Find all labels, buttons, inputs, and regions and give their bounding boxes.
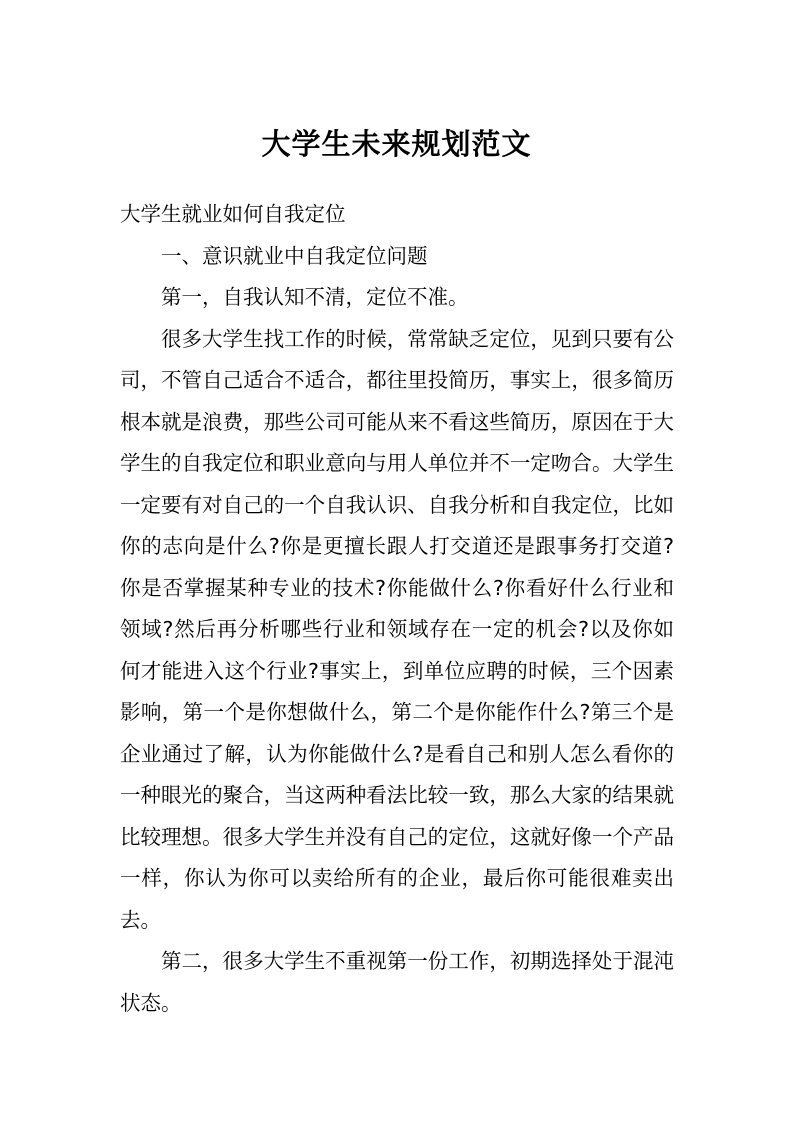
document-title: 大学生未来规划范文 (261, 127, 532, 161)
paragraph-heading: 大学生就业如何自我定位 (120, 202, 346, 226)
paragraph-point-two: 第二，很多大学生不重视第一份工作，初期选择处于混沌状态。 (120, 949, 674, 1015)
document-body (120, 194, 674, 1024)
paragraph-point-one: 第一，自我认知不清，定位不准。 (161, 285, 469, 309)
paragraph-section-title: 一、意识就业中自我定位问题 (161, 243, 428, 268)
paragraph-body: 很多大学生找工作的时候，常常缺乏定位，见到只要有公司，不管自己适合不适合，都往里投简历，事实上，很多简历根本就是浪费，那些公司可能从来不看这些简历，原因在于大学生的自我定位和职业意向与用人单位并不一定吻合。大学生一定要有对自己的一个自我认识、自我分析和自我定位，比如你的志向是什么?你是更擅长跟人打交道还是跟事务打交道?你是否掌握某种专业的技术?你能做什么?你看好什么行业和领域?然后再分析哪些行业和领域存在一定的机会?以及你如何才能进入这个行业?事实上，到单位应聘的时候，三个因素影响，第一个是你想做什么，第二个是你能作什么?第三个是企业通过了解，认为你能做什么?是看自己和别人怎么看你的一种眼光的聚合，当这两种看法比较一致，那么大家的结果就比较理想。很多大学生并没有自己的定位，这就好像一个产品一样，你认为你可以卖给所有的企业，最后你可能很难卖出去。 (120, 326, 674, 932)
